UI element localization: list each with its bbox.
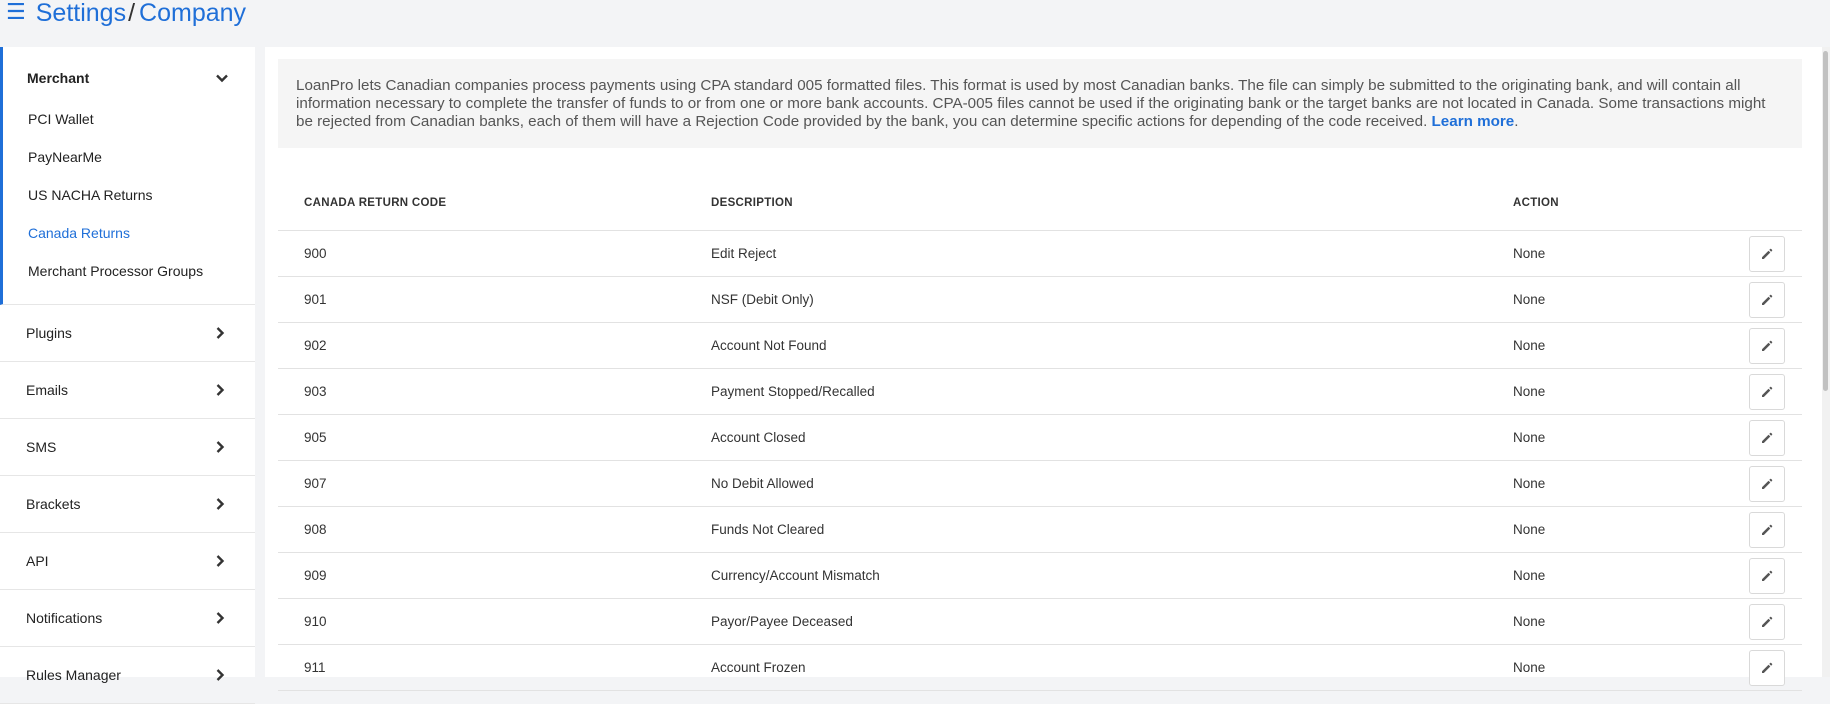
pencil-icon bbox=[1760, 431, 1774, 445]
edit-button[interactable] bbox=[1749, 512, 1785, 548]
row-description: Funds Not Cleared bbox=[711, 522, 825, 537]
row-edit-cell bbox=[1722, 512, 1802, 548]
sidebar-section-title: SMS bbox=[26, 439, 57, 455]
sidebar-item-us-nacha-returns[interactable]: US NACHA Returns bbox=[28, 187, 153, 203]
table-row bbox=[278, 461, 1802, 507]
top-bar bbox=[0, 0, 1830, 46]
row-action: None bbox=[1513, 660, 1546, 675]
row-description: Account Not Found bbox=[711, 338, 827, 353]
row-action: None bbox=[1513, 246, 1546, 261]
row-code: 903 bbox=[304, 384, 327, 399]
edit-button[interactable] bbox=[1749, 328, 1785, 364]
row-action: None bbox=[1513, 384, 1546, 399]
row-code: 905 bbox=[304, 430, 327, 445]
edit-button[interactable] bbox=[1749, 604, 1785, 640]
sidebar-section-title: Plugins bbox=[26, 325, 72, 341]
edit-button[interactable] bbox=[1749, 236, 1785, 272]
info-text-end: . bbox=[1514, 113, 1519, 130]
breadcrumb-company[interactable]: Company bbox=[139, 0, 247, 27]
row-action: None bbox=[1513, 430, 1546, 445]
row-edit-cell bbox=[1722, 650, 1802, 686]
column-header-action: ACTION bbox=[1513, 196, 1559, 209]
row-edit-cell bbox=[1722, 328, 1802, 364]
edit-button[interactable] bbox=[1749, 466, 1785, 502]
row-code: 900 bbox=[304, 246, 327, 261]
info-banner bbox=[278, 59, 1802, 148]
edit-button[interactable] bbox=[1749, 558, 1785, 594]
chevron-right-icon bbox=[213, 668, 227, 682]
row-action: None bbox=[1513, 338, 1546, 353]
row-edit-cell bbox=[1722, 420, 1802, 456]
row-code: 910 bbox=[304, 614, 327, 629]
table-row bbox=[278, 277, 1802, 323]
breadcrumb-separator: / bbox=[128, 0, 136, 27]
sidebar-section-merchant bbox=[0, 47, 255, 305]
sidebar-section-title: Merchant bbox=[27, 70, 90, 86]
sidebar-section-title: Notifications bbox=[26, 610, 103, 626]
column-header-code: CANADA RETURN CODE bbox=[304, 196, 447, 209]
table-row bbox=[278, 553, 1802, 599]
sidebar-section-api[interactable] bbox=[0, 533, 255, 590]
scrollbar-thumb[interactable] bbox=[1823, 51, 1828, 391]
edit-button[interactable] bbox=[1749, 374, 1785, 410]
canada-returns-table bbox=[278, 175, 1802, 691]
row-edit-cell bbox=[1722, 558, 1802, 594]
sidebar-section-rules-manager[interactable] bbox=[0, 647, 255, 704]
row-action: None bbox=[1513, 522, 1546, 537]
main-panel bbox=[265, 47, 1822, 677]
sidebar-section-plugins[interactable] bbox=[0, 305, 255, 362]
row-description: Currency/Account Mismatch bbox=[711, 568, 880, 583]
edit-button[interactable] bbox=[1749, 282, 1785, 318]
pencil-icon bbox=[1760, 247, 1774, 261]
row-code: 911 bbox=[304, 660, 326, 675]
sidebar-section-title: Emails bbox=[26, 382, 69, 398]
row-description: Account Closed bbox=[711, 430, 806, 445]
sidebar bbox=[0, 47, 255, 683]
pencil-icon bbox=[1760, 615, 1774, 629]
chevron-right-icon bbox=[213, 554, 227, 568]
row-action: None bbox=[1513, 614, 1546, 629]
menu-icon[interactable]: ☰ bbox=[6, 0, 26, 24]
breadcrumb-settings[interactable]: Settings bbox=[35, 0, 127, 27]
chevron-right-icon bbox=[213, 497, 227, 511]
table-row bbox=[278, 323, 1802, 369]
sidebar-section-notifications[interactable] bbox=[0, 590, 255, 647]
row-code: 908 bbox=[304, 522, 327, 537]
row-edit-cell bbox=[1722, 236, 1802, 272]
table-row bbox=[278, 507, 1802, 553]
table-row bbox=[278, 415, 1802, 461]
sidebar-section-title: Brackets bbox=[26, 496, 81, 512]
pencil-icon bbox=[1760, 661, 1774, 675]
sidebar-section-title: Rules Manager bbox=[26, 667, 121, 683]
chevron-right-icon bbox=[213, 326, 227, 340]
info-text: LoanPro lets Canadian companies process payments using CPA standard 005 formatted files. This format is used by most Canadian banks. The file can simply be submitted to the originating bank, and will contain all information necessary to complete the transfer of funds to or from one or more bank accounts. CPA-005 files cannot be used if the originating bank or the target banks are not located in Canada. Some transactions might be rejected from Canadian banks, each of them will have a Rejection Code provided by the bank, you can determine specific actions for depending of the code received. bbox=[296, 77, 1766, 130]
table-row bbox=[278, 231, 1802, 277]
row-description: Edit Reject bbox=[711, 246, 777, 261]
row-edit-cell bbox=[1722, 374, 1802, 410]
learn-more-link[interactable]: Learn more bbox=[1431, 113, 1515, 130]
row-code: 909 bbox=[304, 568, 327, 583]
pencil-icon bbox=[1760, 523, 1774, 537]
sidebar-section-merchant-header[interactable] bbox=[27, 67, 229, 89]
row-code: 902 bbox=[304, 338, 327, 353]
pencil-icon bbox=[1760, 385, 1774, 399]
merchant-sub-list bbox=[28, 109, 203, 299]
row-description: No Debit Allowed bbox=[711, 476, 814, 491]
table-row bbox=[278, 599, 1802, 645]
sidebar-item-merchant-processor-groups[interactable]: Merchant Processor Groups bbox=[28, 263, 204, 279]
row-edit-cell bbox=[1722, 604, 1802, 640]
table-row bbox=[278, 369, 1802, 415]
sidebar-section-brackets[interactable] bbox=[0, 476, 255, 533]
row-action: None bbox=[1513, 568, 1546, 583]
edit-button[interactable] bbox=[1749, 420, 1785, 456]
pencil-icon bbox=[1760, 569, 1774, 583]
chevron-right-icon bbox=[213, 440, 227, 454]
chevron-right-icon bbox=[213, 383, 227, 397]
sidebar-item-paynearme[interactable]: PayNearMe bbox=[28, 149, 102, 165]
row-description: Payment Stopped/Recalled bbox=[711, 384, 875, 399]
sidebar-section-title: API bbox=[26, 553, 49, 569]
table-body bbox=[278, 231, 1802, 691]
row-code: 901 bbox=[304, 292, 327, 307]
row-action: None bbox=[1513, 476, 1546, 491]
row-action: None bbox=[1513, 292, 1546, 307]
scrollbar[interactable] bbox=[1822, 47, 1830, 677]
table-row bbox=[278, 645, 1802, 691]
row-description: Payor/Payee Deceased bbox=[711, 614, 853, 629]
table-header bbox=[278, 175, 1802, 231]
row-edit-cell bbox=[1722, 466, 1802, 502]
sidebar-item-pci-wallet[interactable]: PCI Wallet bbox=[28, 111, 94, 127]
chevron-right-icon bbox=[213, 611, 227, 625]
column-header-description: DESCRIPTION bbox=[711, 196, 793, 209]
pencil-icon bbox=[1760, 477, 1774, 491]
row-edit-cell bbox=[1722, 282, 1802, 318]
edit-button[interactable] bbox=[1749, 650, 1785, 686]
sidebar-section-emails[interactable] bbox=[0, 362, 255, 419]
pencil-icon bbox=[1760, 339, 1774, 353]
chevron-down-icon bbox=[215, 71, 229, 85]
sidebar-section-sms[interactable] bbox=[0, 419, 255, 476]
pencil-icon bbox=[1760, 293, 1774, 307]
sidebar-item-canada-returns[interactable]: Canada Returns bbox=[28, 225, 130, 241]
row-code: 907 bbox=[304, 476, 327, 491]
row-description: NSF (Debit Only) bbox=[711, 292, 814, 307]
row-description: Account Frozen bbox=[711, 660, 806, 675]
